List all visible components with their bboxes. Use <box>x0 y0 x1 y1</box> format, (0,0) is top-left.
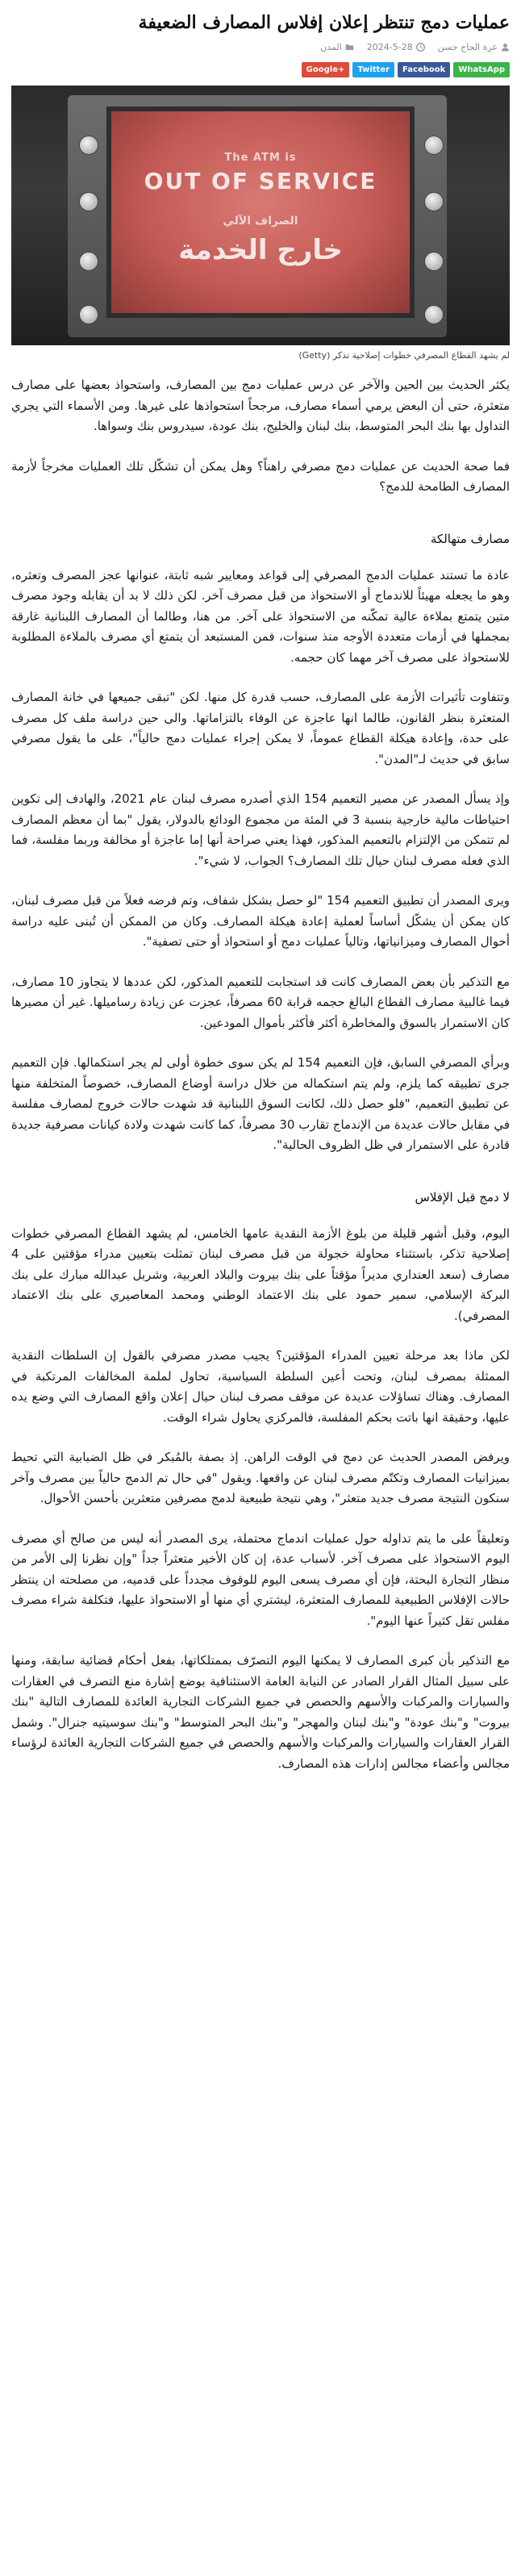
atm-key <box>79 192 98 211</box>
paragraph: عادة ما تستند عمليات الدمج المصرفي إلى قواعد ومعايير شبه ثابتة، عنوانها عجز المصرف وتعثره، وهو ما يجعله مهيئاً للاندماج أو الاستحواذ من قبل مصرف آخر. لكن ذلك لا بد أن يقابله وجود مصرف متين يتمتع بملاءة عالية تمكّنه من الاستحواذ على آخر. من هنا، وطالما أن المصارف اللبنانية غارقة بمجملها في أزمات متعددة الأوجه منذ سنوات، فمن المستبعد أن يتمتع أي مصرف بالملاءة المطلوبة للاستحواذ على مصرف آخر مهما كان حجمه. <box>11 567 510 665</box>
paragraph: ويرفض المصدر الحديث عن دمج في الوقت الراهن. إذ بصفة بالمُبكر في ظل الضبابية التي تحيط بميزانيات المصارف وتكتّم مصرف لبنان عن واقعها. ويقول "في حال تم الدمج حالياً بين مصرف وآخر سنكون النتيجة مصرف جديد متعثر"، وهي نتيجة طبيعية لدمج مصرفين متعثرين بأحسن الأحوال. <box>11 1450 510 1505</box>
share-buttons <box>11 62 510 77</box>
share-whatsapp-button[interactable]: WhatsApp <box>453 62 510 77</box>
publish-date: 2024-5-28 <box>366 42 413 52</box>
article-image <box>11 86 510 345</box>
paragraph: وإذ يسأل المصدر عن مصير التعميم 154 الذي أصدره مصرف لبنان عام 2021، والهادف إلى تكوين احتياطات مالية خارجية بنسبة 3 في المئة من مجموع الودائع بالدولار، يقول "بما أن معظم المصارف لم تتمكن من الإلتزام بالتعميم المذكور، فهذا يعني صراحة أنها إما عاجزة أو مخالفة وربما مفلسة، فما الذي فعله مصرف لبنان حيال تلك المصارف؟ الجواب، لا شيء". <box>11 791 510 868</box>
section-heading: مصارف متهالكة <box>430 531 510 546</box>
atm-key <box>424 252 444 271</box>
atm-key <box>424 192 444 211</box>
folder-icon <box>345 43 354 52</box>
section-heading: لا دمج قبل الإفلاس <box>415 1189 510 1204</box>
paragraph: اليوم، وقبل أشهر قليلة من بلوغ الأزمة النقدية عامها الخامس، لم يشهد القطاع المصرفي خطوات إصلاحية تذكر، باستثناء محاولة خجولة من قبل مصرف لبنان تمثلت بتعيين مدراء مؤقتين على 4 مصارف (سعد العنداري مديراً مؤقتاً على بنك بيروت والبلاد العربية، وشربل عبدالله مبارك على بنك البركة الإسلامي، سمير حمود على بنك الاعتماد الوطني ومحمد المعاصيري على بنك الاعتماد المصرفي). <box>11 1225 510 1323</box>
atm-key <box>79 136 98 155</box>
paragraph: فما صحة الحديث عن عمليات دمج مصرفي راهناً؟ وهل يمكن أن تشكّل تلك العمليات مخرجاً لأزمة المصارف الطامحة للدمج؟ <box>11 458 510 494</box>
atm-key <box>424 305 444 324</box>
author-name[interactable]: عزة الحاج حسن <box>437 42 498 52</box>
paragraph: لكن ماذا بعد مرحلة تعيين المدراء المؤقتين؟ يجيب مصدر مصرفي بالقول إن السلطات النقدية الممثلة بمصرف لبنان، وتحت أعين السلطة السياسية، تحاول لملمة المخالفات المرتكبة في المصارف. وهناك تساؤلات عديدة عن موقف مصرف لبنان حيال إعلان واقع المصارف التي وضع يده عليها، وحقيقة انها باتت بحكم المفلسة، فالمركزي يحاول شراء الوقت. <box>11 1348 510 1425</box>
atm-screen-line-1: The ATM is <box>224 152 297 164</box>
article-title: عمليات دمج تنتظر إعلان إفلاس المصارف الضعيفة <box>138 12 510 33</box>
share-twitter-button[interactable]: Twitter <box>352 62 394 77</box>
paragraph: وتعليقاً على ما يتم تداوله حول عمليات اندماج محتملة، يرى المصدر أنه ليس من صالح أي مصرف اليوم الاستحواذ على مصرف آخر. لأسباب عدة، إن كان الأخير متعثراً جداً "وإن نظرنا إلى الأمر من منظار التجارة البحتة، فإن أي مصرف يسعى اليوم للوقوف مجدداً على قدميه، من مصلحته ان ينتظر حالات الإفلاس الطبيعية للمصارف المتعثرة، ليشتري أي منها أو الاستحواذ عليها، فتكلفة شراء مصرف مفلس تقل كثيراً عنها اليوم". <box>11 1530 510 1628</box>
author-meta[interactable] <box>438 42 510 52</box>
paragraph: يكثر الحديث بين الحين والآخر عن درس عمليات دمج بين المصارف، واستحواذ بعضها على مصارف متعثرة، حتى أن البعض يرمي أسماء مصارف، مرجحاً استحواذها على غيرها. ومن الأسماء التي يجري التداول بها بنك البحر المتوسط، بنك لبنان والخليج، بنك عودة، سيدروس بنك وسواها. <box>11 378 510 433</box>
atm-screen-line-3: الصراف الآلي <box>223 215 298 228</box>
image-caption: لم يشهد القطاع المصرفي خطوات إصلاحية تذكر (Getty) <box>298 350 510 361</box>
section-name[interactable]: المدن <box>320 42 342 52</box>
share-google-button[interactable]: +Google <box>302 62 350 77</box>
section-meta[interactable] <box>320 42 354 52</box>
atm-screen-line-4: خارج الخدمة <box>178 234 343 266</box>
paragraph: وتتفاوت تأثيرات الأزمة على المصارف، حسب قدرة كل منها. لكن "تبقى جميعها في خانة المصارف المتعثرة بنظر القانون، طالما انها عاجزة عن الوفاء بالتزاماتها. والى حين دراسة ملف كل مصرف على حدة، وإعادة هيكلة القطاع عموماً، لا يمكن إجراء عمليات دمج حالياً"، على ما يقول مصرفي سابق في حديث لـ"المدن". <box>11 690 510 766</box>
paragraph: مع التذكير بأن بعض المصارف كانت قد استجابت للتعميم المذكور، لكن عددها لا يتجاوز 10 مصارف، فيما غالبية مصارف القطاع البالغ حجمه قرابة 60 مصرفاً، عجزت عن زيادة رساميلها. غير أن مصيرها كان الاستمرار بالسوق والمخاطرة أكثر فأكثر بأموال المودعين. <box>11 974 510 1030</box>
article-body <box>11 375 510 1774</box>
paragraph: مع التذكير بأن كبرى المصارف لا يمكنها اليوم التصرّف بممتلكاتها، بفعل أحكام قضائية سابقة، ومنها على سبيل المثال القرار الصادر عن النيابة العامة الاستئنافية بوضع إشارة منع التصرف في العقارات والسيارات والمركبات والأسهم والحصص في جميع الشركات التجارية العائدة للمصارف التالية "بنك بيروت" و"بنك عودة" و"بنك لبنان والمهجر" و"بنك البحر المتوسط" و"بنك سوسيتيه جنرال". وشمل القرار العقارات والسيارات والمركبات والأسهم والحصص في جميع الشركات التجارية العائدة لرؤساء مجالس وأعضاء مجالس إدارات هذه المصارف. <box>11 1653 510 1771</box>
article-meta <box>11 42 510 52</box>
date-meta <box>367 42 425 52</box>
atm-key <box>79 305 98 324</box>
atm-screen-line-2: OUT OF SERVICE <box>144 168 377 194</box>
clock-icon <box>416 43 425 52</box>
atm-key <box>424 136 444 155</box>
share-facebook-button[interactable]: Facebook <box>398 62 450 77</box>
atm-key <box>79 252 98 271</box>
user-icon <box>501 43 510 52</box>
paragraph: ويرى المصدر أن تطبيق التعميم 154 "لو حصل بشكل شفاف، وتم فرضه فعلاً من قبل مصرف لبنان، كان يمكن أن يشكّل أساساً لعملية إعادة هيكلة المصارف. وكان من الممكن أن تُبنى عليه دراسة أحوال المصارف وميزانياتها، وتالياً عمليات دمج أو استحواذ أو حتى تصفية". <box>11 893 510 949</box>
atm-screen <box>106 106 415 318</box>
paragraph: وبرأي المصرفي السابق، فإن التعميم 154 لم يكن سوى خطوة أولى لم يجر استكمالها. فإن التعميم جرى تطبيقه كما يلزم، ولم يتم استكماله من خلال دراسة أوضاع المصارف، خصوصاً المتخلفة منها عن تطبيق التعميم، "فلو حصل ذلك، لكانت السوق اللبنانية قد شهدت حالات خروج لمصارف مفلسة في مقابل حالات عديدة من الإندماج تقارب 30 مصرفاً، كما كانت شهدت ولادة كيانات مصرفية جديدة قادرة على الاستمرار في ظل الظروف الحالية". <box>11 1055 511 1152</box>
